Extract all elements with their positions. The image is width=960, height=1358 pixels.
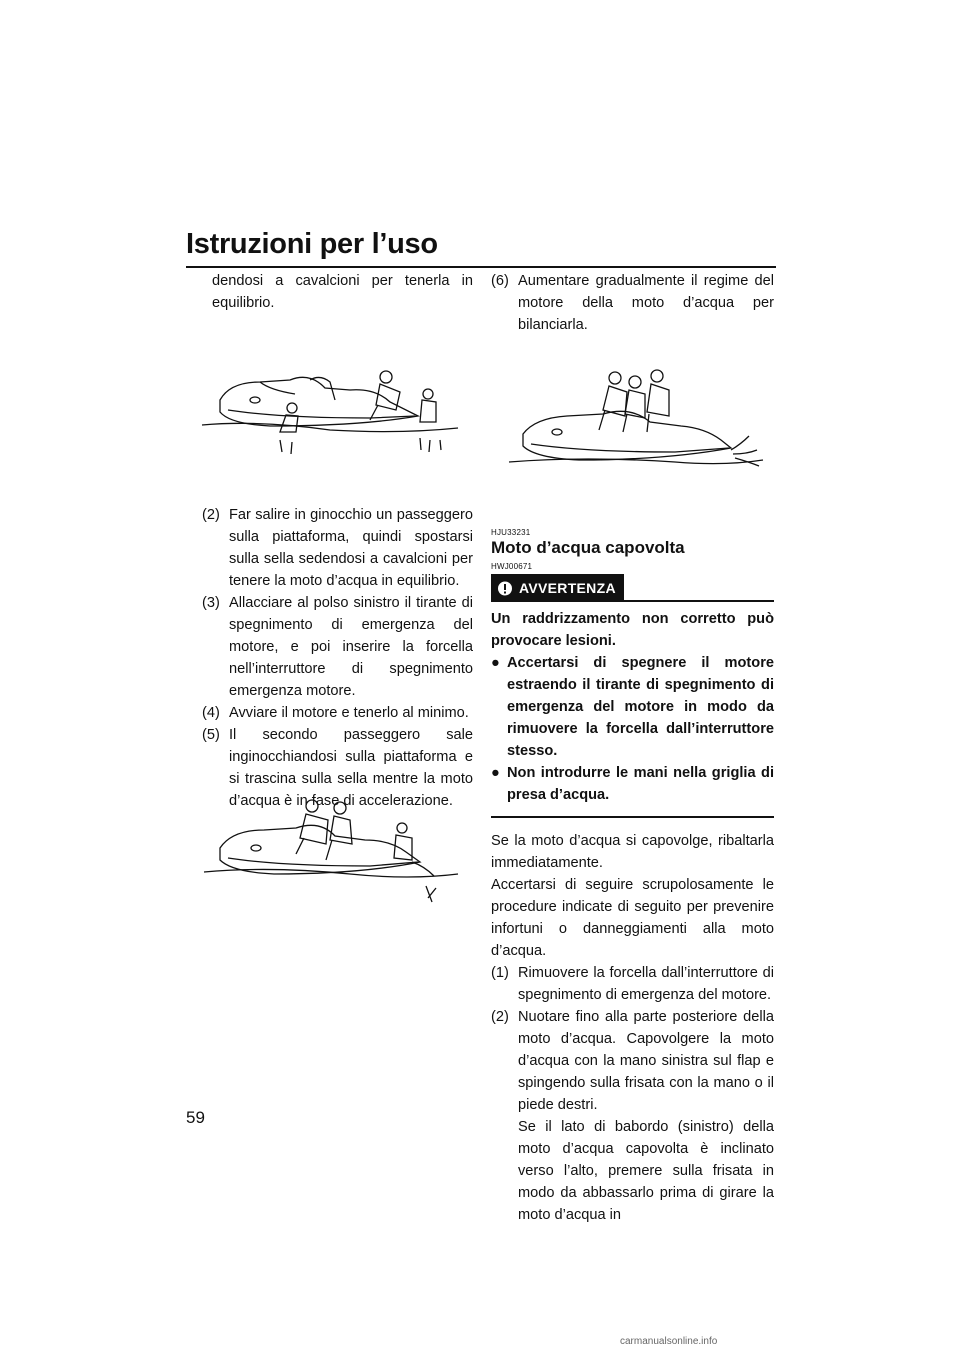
- step-1-right: (1) Rimuovere la forcella dall’interruttore di spegnimento di emergenza del motore.: [491, 965, 774, 1003]
- section-code: HJU33231: [491, 528, 531, 537]
- illustration-boarding-one: [200, 360, 462, 460]
- illustration-riding-three: [505, 366, 767, 484]
- left-column-top: [202, 270, 473, 314]
- step-6-item: (6) Aumentare gradualmente il regime del motore della moto d’acqua per bilanciarla.: [491, 273, 774, 333]
- warning-bullet: ● Accertarsi di spegnere il motore estraendo il tirante di spegnimento di emergenza del motore in modo da rimuovere la forcella dall’interruttore stesso.: [491, 655, 774, 759]
- illustration-boarding-two: [200, 790, 462, 910]
- step-6: [491, 270, 774, 336]
- body-paragraph-1: Se la moto d’acqua si capovolge, ribaltarla immediatamente.: [491, 833, 774, 871]
- warning-header: [491, 574, 774, 602]
- intro-text: dendosi a cavalcioni per tenerla in equilibrio.: [212, 273, 473, 311]
- step-2-left: (2) Far salire in ginocchio un passeggero sulla piattaforma, quindi spostarsi sulla sella sedendosi a cavalcioni per tenere la moto d’acqua in equilibrio.: [202, 507, 473, 589]
- step-2-continued: Se il lato di babordo (sinistro) della moto d’acqua capovolta è inclinato verso l’alto, premere sulla frisata in modo da abbassarlo prima di girare la moto d’acqua in: [518, 1119, 774, 1223]
- step-4-left: (4) Avviare il motore e tenerlo al minimo.: [202, 705, 469, 721]
- warning-bullet: ● Non introdurre le mani nella griglia di presa d’acqua.: [491, 765, 774, 803]
- header-rule: [186, 266, 776, 268]
- step-2-right: (2) Nuotare fino alla parte posteriore della moto d’acqua. Capovolgere la moto d’acqua con la mano sinistra sul flap e spingendo sulla frisata con la mano o il piede destri.: [491, 1009, 774, 1113]
- warning-end-rule: [491, 816, 774, 818]
- warning-box: [491, 608, 774, 806]
- watermark: carmanualsonline.info: [620, 1336, 718, 1347]
- page-number: 59: [186, 1108, 205, 1127]
- warning-intro: Un raddrizzamento non corretto può provocare lesioni.: [491, 611, 774, 649]
- body-paragraph-2: Accertarsi di seguire scrupolosamente le procedure indicate di seguito per prevenire infortuni o danneggiamenti alla moto d’acqua.: [491, 877, 774, 959]
- right-section: [491, 528, 774, 1226]
- warning-icon: [497, 581, 513, 596]
- section-title: Moto d’acqua capovolta: [491, 538, 685, 557]
- step-3-left: (3) Allacciare al polso sinistro il tirante di spegnimento di emergenza del motore, e poi inserire la forcella nell’interruttore di spegnimento emergenza motore.: [202, 595, 473, 699]
- step-5-left: (5) Il secondo passeggero sale inginocchiandosi sulla piattaforma e si trascina sulla sella mentre la moto d’acqua è in fase di accelerazione.: [202, 727, 473, 809]
- warning-badge: AVVERTENZA: [491, 574, 624, 602]
- warning-code: HWJ00671: [491, 562, 533, 571]
- left-steps: [202, 504, 473, 812]
- page-title: Istruzioni per l’uso: [186, 228, 438, 260]
- warning-rule: [624, 600, 774, 602]
